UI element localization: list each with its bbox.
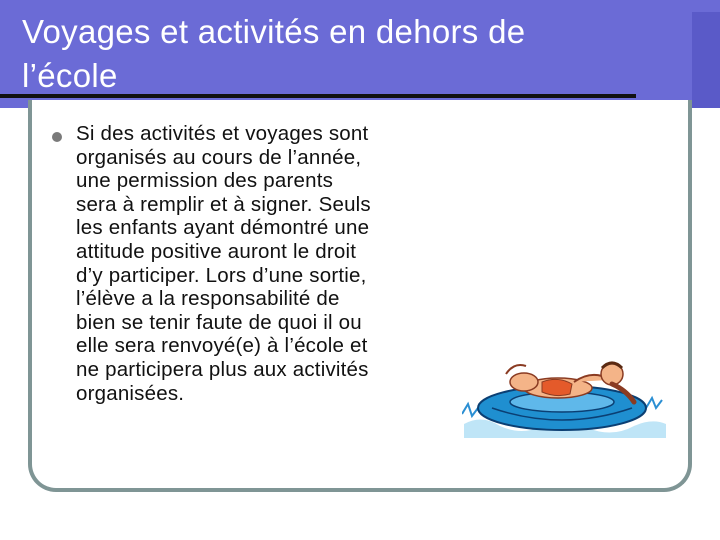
bullet-line: organisées. bbox=[76, 381, 185, 405]
bullet-line: une permission des parents bbox=[76, 169, 334, 193]
slide-title-line-2: l’école bbox=[22, 57, 118, 94]
bullet-line: elle sera renvoyé(e) à l’école et bbox=[76, 334, 368, 358]
bullet-line: d’y participer. Lors d’une sortie, bbox=[76, 263, 367, 287]
title-band-corner bbox=[692, 12, 720, 108]
bullet-dot-icon bbox=[52, 132, 62, 142]
bullet-line: attitude positive auront le droit bbox=[76, 239, 357, 263]
bullet-line: les enfants ayant démontré une bbox=[76, 216, 370, 240]
slide-title bbox=[22, 10, 672, 98]
bullet-line: l’élève a la responsabilité de bbox=[76, 287, 340, 311]
title-underline bbox=[0, 94, 636, 98]
bullet-line: sera à remplir et à signer. Seuls bbox=[76, 192, 371, 216]
bullet-line: bien se tenir faute de quoi il ou bbox=[76, 310, 362, 334]
person-on-inner-tube-icon bbox=[462, 352, 668, 438]
bullet-line: ne participera plus aux activités bbox=[76, 357, 369, 381]
bullet-text bbox=[76, 122, 432, 405]
slide-title-line-1: Voyages et activités en dehors de bbox=[22, 13, 526, 50]
bullet-line: Si des activités et voyages sont bbox=[76, 122, 369, 145]
bullet-list bbox=[52, 122, 432, 405]
bullet-line: organisés au cours de l’année, bbox=[76, 145, 362, 169]
bullet-item bbox=[52, 122, 432, 405]
